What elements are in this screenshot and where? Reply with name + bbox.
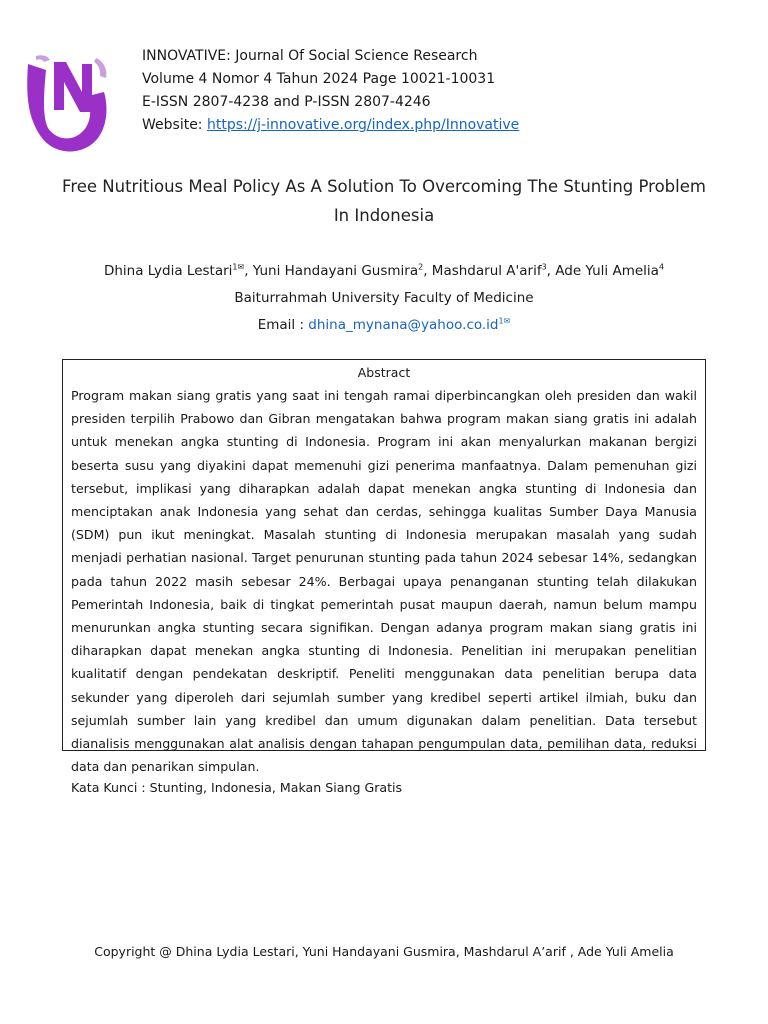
author-name: Ade Yuli Amelia — [555, 263, 659, 279]
abstract-text: Program makan siang gratis yang saat ini tengah ramai diperbincangkan oleh presiden dan wakil presiden terpilih Prabowo dan Gibran mengatakan bahwa program makan siang gratis ini adalah untuk menekan angka stunting di Indonesia. Program ini akan menyalurkan makanan bergizi beserta susu yang diyakini dapat memenuhi gizi penerima manfaatnya. Dalam pemenuhan gizi tersebut, implikasi yang diharapkan adalah dapat menekan angka stunting di Indonesia dan menciptakan anak Indonesia yang sehat dan cerdas, sehingga kualitas Sumber Daya Manusia (SDM) pun ikut meningkat. Masalah stunting di Indonesia merupakan masalah yang sudah menjadi perhatian nasional. Target penurunan stunting pada tahun 2024 sebesar 14%, sedangkan pada tahun 2022 masih sebesar 24%. Berbagai upaya penanganan stunting telah dilakukan Pemerintah Indonesia, baik di tingkat pemerintah pusat maupun daerah, namun belum mampu menurunkan angka stunting secara signifikan. Dengan adanya program makan siang gratis ini diharapkan dapat menekan angka stunting di Indonesia. Penelitian ini merupakan penelitian kualitatif dengan pendekatan deskriptif. Peneliti menggunakan data penelitian berupa data sekunder yang diperoleh dari sejumlah sumber yang kredibel seperti artikel ilmiah, buku dan sejumlah sumber lain yang kredibel dan umum digunakan dalam penelitian. Data tersebut dianalisis menggunakan alat analisis dengan tahapan pengumpulan data, pemilihan data, reduksi data dan penarikan simpulan. — [71, 388, 697, 775]
abstract-heading: Abstract — [357, 365, 411, 380]
journal-volume: Volume 4 Nomor 4 Tahun 2024 Page 10021-10031 — [142, 71, 496, 87]
author-block — [40, 258, 728, 339]
journal-website — [142, 114, 519, 137]
author-affiliation-mark: 3 — [541, 262, 547, 272]
website-label: Website: — [142, 117, 207, 133]
journal-name: INNOVATIVE: Journal Of Social Science Research — [142, 48, 478, 64]
author-name: Dhina Lydia Lestari — [103, 263, 233, 279]
journal-issn: E-ISSN 2807-4238 and P-ISSN 2807-4246 — [142, 94, 431, 110]
email-label: Email : — [257, 317, 309, 333]
journal-logo-icon — [22, 52, 110, 152]
author-name: Yuni Handayani Gusmira — [252, 263, 419, 279]
keywords: Kata Kunci : Stunting, Indonesia, Makan Siang Gratis — [71, 780, 403, 796]
author-list: Dhina Lydia Lestari$^{1✉}$, Yuni Handayani Gusmira$^2$, Mashdarul A'arif$^3$, Ade Yuli Amelia$^4$ — [103, 262, 665, 279]
email-affiliation-mark: 1✉ — [498, 316, 511, 326]
author-affiliation-mark: 4 — [658, 262, 665, 272]
abstract-box — [62, 359, 706, 796]
copyright-footer: Copyright @ Dhina Lydia Lestari, Yuni Handayani Gusmira, Mashdarul A’arif , Ade Yuli Amelia — [94, 944, 674, 959]
author-affiliation: Baiturrahmah University Faculty of Medicine — [234, 290, 534, 306]
author-affiliation-mark: 1✉ — [232, 262, 245, 272]
paper-title — [60, 172, 708, 230]
journal-header — [142, 45, 519, 137]
author-email-line — [40, 312, 728, 339]
paper-title-line-2: In Indonesia — [333, 206, 435, 225]
email-link[interactable]: dhina_mynana@yahoo.co.id — [308, 317, 499, 333]
author-affiliation-mark: 2 — [418, 262, 424, 272]
paper-title-line-1: Free Nutritious Meal Policy As A Solution To Overcoming The Stunting Problem — [62, 177, 706, 196]
author-name: Mashdarul A'arif — [431, 263, 542, 279]
website-link[interactable]: https://j-innovative.org/index.php/Innovative — [206, 117, 520, 133]
